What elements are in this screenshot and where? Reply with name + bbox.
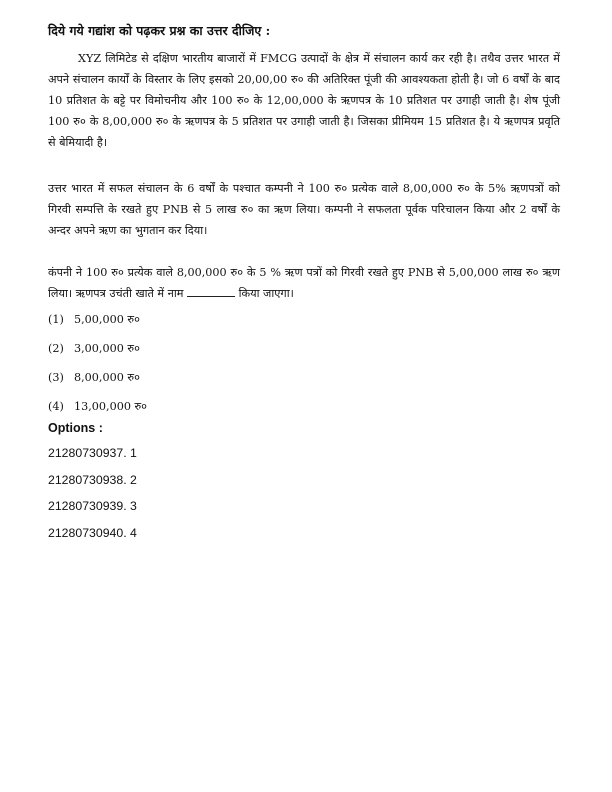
option-item[interactable]: 21280730937. 1 [48,446,137,460]
choice-text: 5,00,000 रु० [74,313,140,326]
passage-paragraph-1 [48,48,560,153]
question-text-end: किया जाएगा। [238,287,294,300]
choice-number: (3) [48,371,64,384]
answer-choices [48,312,147,428]
choice-text: 13,00,000 रु० [74,400,148,413]
options-list [48,446,137,552]
passage-paragraph-1-text: XYZ लिमिटेड से दक्षिण भारतीय बाजारों में FMCG उत्पादों के क्षेत्र में संचालन कार्य कर रही है। तथैव उत्तर भारत में अपने संचालन कार्यों के विस्तार के लिए इसको 20,00,00 रु० की अतिरिक्त पूंजी की आवश्यकता होती है। जो 6 वर्षों के बाद 10 प्रतिशत के बट्टे पर विमोचनीय और 100 रु० के 12,00,000 के ऋणपत्र के 10 प्रतिशत पर उगाही जाती है। शेष पूंजी 100 रु० के 8,00,000 रु० के ऋणपत्र के 5 प्रतिशत पर उगाही जाती है। जिसका प्रीमियम 15 प्रतिशत है। ये ऋणपत्र प्रवृति से बेमियादी है। [48,52,560,149]
choice-number: (2) [48,342,64,355]
choice-number: (4) [48,400,64,413]
instruction-heading: दिये गये गद्यांश को पढ़कर प्रश्न का उत्तर दीजिए : [48,23,271,38]
fill-in-blank [187,284,235,297]
choice-text: 8,00,000 रु० [74,371,140,384]
choice-text: 3,00,000 रु० [74,342,140,355]
answer-choice [48,341,147,370]
option-item[interactable]: 21280730940. 4 [48,525,137,540]
question-text [48,262,560,304]
question-text-start: कंपनी ने 100 रु० प्रत्येक वाले 8,00,000 रु० के 5 % ऋण पत्रों को गिरवी रखते हुए PNB से 5,00,000 लाख रु० ऋण लिया। ऋणपत्र उचंती खाते में नाम [48,266,560,300]
passage-paragraph-2: उत्तर भारत में सफल संचालन के 6 वर्षों के पश्चात कम्पनी ने 100 रु० प्रत्येक वाले 8,00,000 रु० के 5% ऋणपत्रों को गिरवी सम्पत्ति के रखते हुए PNB से 5 लाख रु० का ऋण लिया। कम्पनी ने सफलता पूर्वक परिचालन किया और 2 वर्षों के अन्दर अपने ऋण का भुगतान कर दिया। [48,182,560,237]
option-item[interactable]: 21280730939. 3 [48,499,137,513]
options-label: Options : [48,421,103,435]
choice-number: (1) [48,313,64,326]
answer-choice [48,312,147,341]
option-item[interactable]: 21280730938. 2 [48,472,137,487]
answer-choice [48,370,147,399]
